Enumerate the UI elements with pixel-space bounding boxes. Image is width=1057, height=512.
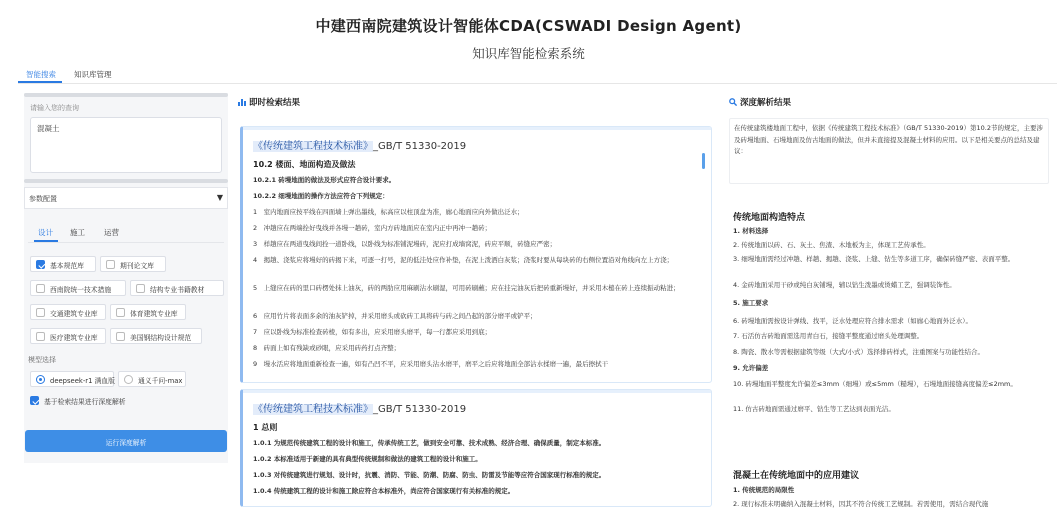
checkbox-icon bbox=[36, 284, 45, 293]
analysis-heading: 传统地面构造特点 bbox=[733, 213, 806, 223]
params-config-dropdown[interactable] bbox=[24, 187, 228, 209]
run-analysis-button[interactable]: 运行深度解析 bbox=[25, 430, 227, 452]
result-line: 1.0.2 本标准适用于新建的具有典型传统规制和做法的建筑工程的设计和施工。 bbox=[253, 455, 482, 463]
model-select-label: 模型选择 bbox=[28, 356, 56, 364]
phase-tabs bbox=[28, 227, 224, 241]
checkbox-icon bbox=[36, 332, 45, 341]
analysis-intro: 在传统建筑楼地面工程中，依据《传统建筑工程技术标准》（GB/T 51330-2019）第10.2节的规定，主要涉及砖墁地面、石墁地面及仿古地面的做法，但并未直接提及混凝土材料的应用。以下是相关要点的总结及建议： bbox=[729, 118, 1049, 184]
checkbox-deep-analysis[interactable] bbox=[25, 393, 185, 409]
radio-label: 通义千问-max bbox=[138, 377, 183, 385]
panel-divider-bar bbox=[24, 179, 228, 183]
analysis-line: 11. 仿古砖地面需通过磨平、钻生等工艺达到表面光洁。 bbox=[733, 405, 895, 413]
caret-down-icon: ▼ bbox=[216, 193, 223, 202]
radio-icon bbox=[124, 375, 133, 384]
result-card bbox=[240, 126, 712, 383]
checkbox-icon bbox=[30, 396, 39, 405]
checkbox-label: 体育建筑专业库 bbox=[130, 310, 178, 318]
radio-label: deepseek-r1 满血版 bbox=[50, 377, 115, 385]
checkbox-sports[interactable] bbox=[110, 304, 186, 320]
checkbox-swadi-tech[interactable] bbox=[30, 280, 126, 296]
magnifier-icon bbox=[729, 98, 737, 106]
analysis-line: 2. 传统地面以砖、石、灰土、焦渣、木地板为主，体现工艺传承性。 bbox=[733, 241, 930, 249]
checkbox-basic-spec[interactable] bbox=[30, 256, 96, 272]
result-line: 5 上缝应在砖的里口砖楞处抹上油灰，砖的两肋应用麻刷沾水刷湿，可用砖刷蘸；应在挂完油灰后把砖重新墁好，并采用木槌在砖上连续振动粘进； bbox=[253, 284, 680, 292]
checkbox-icon bbox=[36, 260, 45, 269]
app-title: 中建西南院建筑设计智能体CDA(CSWADI Design Agent) bbox=[315, 17, 742, 35]
analysis-line: 7. 石活仿古砖地面需选用青白石，接缝平整度通过磨头处理调整。 bbox=[733, 332, 924, 340]
params-config-label: 参数配置 bbox=[29, 195, 57, 203]
doc-name: 《传统建筑工程技术标准》 bbox=[253, 404, 373, 415]
doc-title bbox=[253, 137, 466, 152]
checkbox-us-steel[interactable] bbox=[110, 328, 202, 344]
checkbox-label: 美国钢结构设计规范 bbox=[130, 334, 192, 342]
checkbox-icon bbox=[106, 260, 115, 269]
app-header bbox=[0, 0, 1057, 68]
card-top-bar bbox=[243, 127, 711, 130]
analysis-line: 4. 金砖地面采用干砂或纯白灰铺墁，辅以钻生泼墨或烫蜡工艺，强调装饰性。 bbox=[733, 281, 956, 289]
analysis-heading: 混凝土在传统地面中的应用建议 bbox=[733, 471, 860, 481]
checkbox-medical[interactable] bbox=[30, 328, 106, 344]
result-line: 1.0.1 为规范传统建筑工程的设计和施工，传承传统工艺，做到安全可靠、技术成熟、经济合理、确保质量，制定本标准。 bbox=[253, 439, 606, 447]
tab-construction[interactable]: 施工 bbox=[70, 228, 85, 237]
analysis-line: 2. 现行标准未明确纳入混凝土材料，因其不符合传统工艺规制。若需使用，需结合现代施 bbox=[733, 500, 989, 508]
app-subtitle: 知识库智能检索系统 bbox=[472, 46, 585, 61]
result-card bbox=[240, 389, 712, 507]
analysis-line: 8. 陶瓷、散水等需根据建筑等级（大式/小式）选择排砖样式，注重图案与功能性结合。 bbox=[733, 348, 984, 356]
checkbox-label: 基本规范库 bbox=[50, 262, 84, 270]
deep-results-label: 深度解析结果 bbox=[740, 98, 792, 108]
checkbox-label: 交通建筑专业库 bbox=[50, 310, 98, 318]
panel-top-bar bbox=[24, 93, 228, 97]
result-line: 8 砖面上如有残缺或砂眼，应采用砖药打点齐整； bbox=[253, 344, 401, 352]
radio-deepseek[interactable] bbox=[30, 371, 114, 387]
instant-results-title bbox=[238, 96, 300, 108]
nav-divider bbox=[18, 83, 1057, 84]
deep-results-title bbox=[729, 96, 791, 108]
doc-code: _GB/T 51330-2019 bbox=[373, 404, 467, 415]
result-line: 6 应用竹片将表面多余的油灰铲掉，并采用磨头或砍砖工具将砖与砖之间凸起的部分磨平或铲平； bbox=[253, 312, 537, 320]
checkbox-transport[interactable] bbox=[30, 304, 106, 320]
result-line: 10.2.1 砖墁地面的做法及形式应符合设计要求。 bbox=[253, 176, 396, 184]
instant-results-label: 即时检索结果 bbox=[249, 98, 301, 108]
analysis-line: 5. 施工要求 bbox=[733, 299, 769, 307]
analysis-line: 1. 传统规范的局限性 bbox=[733, 486, 795, 494]
query-input[interactable]: 混凝土 bbox=[30, 117, 222, 173]
query-panel bbox=[24, 93, 228, 463]
section-heading: 10.2 楼面、地面构造及做法 bbox=[253, 160, 356, 169]
checkbox-label: 西南院统一技术措施 bbox=[50, 286, 112, 294]
checkbox-icon bbox=[136, 284, 145, 293]
tab-smart-search[interactable]: 智能搜索 bbox=[26, 70, 56, 79]
result-line: 1.0.4 传统建筑工程的设计和施工除应符合本标准外，尚应符合国家现行有关标准的规定。 bbox=[253, 487, 515, 495]
checkbox-structure-books[interactable] bbox=[130, 280, 224, 296]
checkbox-journal[interactable] bbox=[100, 256, 166, 272]
result-line: 1 室内地面应按平线在四面墙上弹出墨线，标高应以柱顶盘为准，廊心地面应向外做出泛水； bbox=[253, 208, 524, 216]
analysis-line: 10. 砖墁地面平整度允许偏差≤3mm（细墁）或≤5mm（糙墁），石墁地面接缝高度偏差≤2mm。 bbox=[733, 380, 1017, 388]
analysis-line: 1. 材料选择 bbox=[733, 227, 769, 235]
result-line: 4 揭趟、浇浆应将墁好的砖揭下来，可逐一打号，泥的低洼处应作补垫，在泥上泼洒白灰浆；浇浆时要从每块砖的右侧位置沿对角线向左上方浇； bbox=[253, 256, 674, 264]
checkbox-label: 期刊论文库 bbox=[120, 262, 154, 270]
doc-title bbox=[253, 400, 466, 415]
analysis-panel bbox=[729, 118, 1049, 512]
checkbox-label: 基于检索结果进行深度解析 bbox=[44, 398, 126, 406]
card-top-bar bbox=[243, 390, 711, 393]
tab-design[interactable]: 设计 bbox=[38, 228, 53, 237]
analysis-line: 9. 允许偏差 bbox=[733, 364, 769, 372]
query-label: 请输入您的查询 bbox=[30, 104, 79, 112]
checkbox-icon bbox=[116, 308, 125, 317]
radio-qwen[interactable] bbox=[118, 371, 186, 387]
checkbox-label: 结构专业书籍教材 bbox=[150, 286, 205, 294]
result-line: 3 样趟应在两道曳线间拴一道卧线，以卧线为标准铺泥墁砖，泥应打成墙窝泥，砖应平顺，砖缝应严密； bbox=[253, 240, 557, 248]
analysis-line: 6. 砖墁地面需按设计弹线、找平，泛水处理应符合排水需求（如廊心地面外泛水）。 bbox=[733, 317, 973, 325]
card-scrollbar[interactable] bbox=[702, 153, 705, 169]
checkbox-label: 医疗建筑专业库 bbox=[50, 334, 98, 342]
doc-name: 《传统建筑工程技术标准》 bbox=[253, 141, 373, 152]
tab-operation[interactable]: 运营 bbox=[104, 228, 119, 237]
phase-tab-line bbox=[28, 242, 224, 243]
doc-code: _GB/T 51330-2019 bbox=[373, 141, 467, 152]
section-heading: 1 总则 bbox=[253, 423, 278, 432]
checkbox-icon bbox=[36, 308, 45, 317]
tab-kb-manage[interactable]: 知识库管理 bbox=[74, 70, 112, 79]
result-line: 10.2.2 细墁地面的操作方法应符合下列规定： bbox=[253, 192, 389, 200]
result-line: 9 墁水活应将地面重新检查一遍，如有凸凹不平，应采用磨头沾水磨平，磨平之后应将地面全部沾水揉磨一遍，最后擦拭干 bbox=[253, 360, 609, 368]
bar-chart-icon bbox=[238, 98, 246, 106]
result-line: 1.0.3 对传统建筑进行规划、设计时，抗震、消防、节能、防潮、防腐、防虫、防雷及节能等应符合国家现行标准的规定。 bbox=[253, 471, 606, 479]
radio-icon bbox=[36, 375, 45, 384]
result-line: 7 应以卧线为标准检查砖棱，如有多出，应采用磨头磨平，每一行都应采用到底； bbox=[253, 328, 492, 336]
checkbox-icon bbox=[116, 332, 125, 341]
result-line: 2 冲趟应在两端拴好曳线并各墁一趟砖，室内方砖地面应在室内正中再冲一趟砖； bbox=[253, 224, 492, 232]
analysis-line: 3. 细墁地面需经过冲趟、样趟、揭趟、浇浆、上缝、钻生等多道工序，确保砖缝严密、表面平整。 bbox=[733, 255, 1015, 263]
